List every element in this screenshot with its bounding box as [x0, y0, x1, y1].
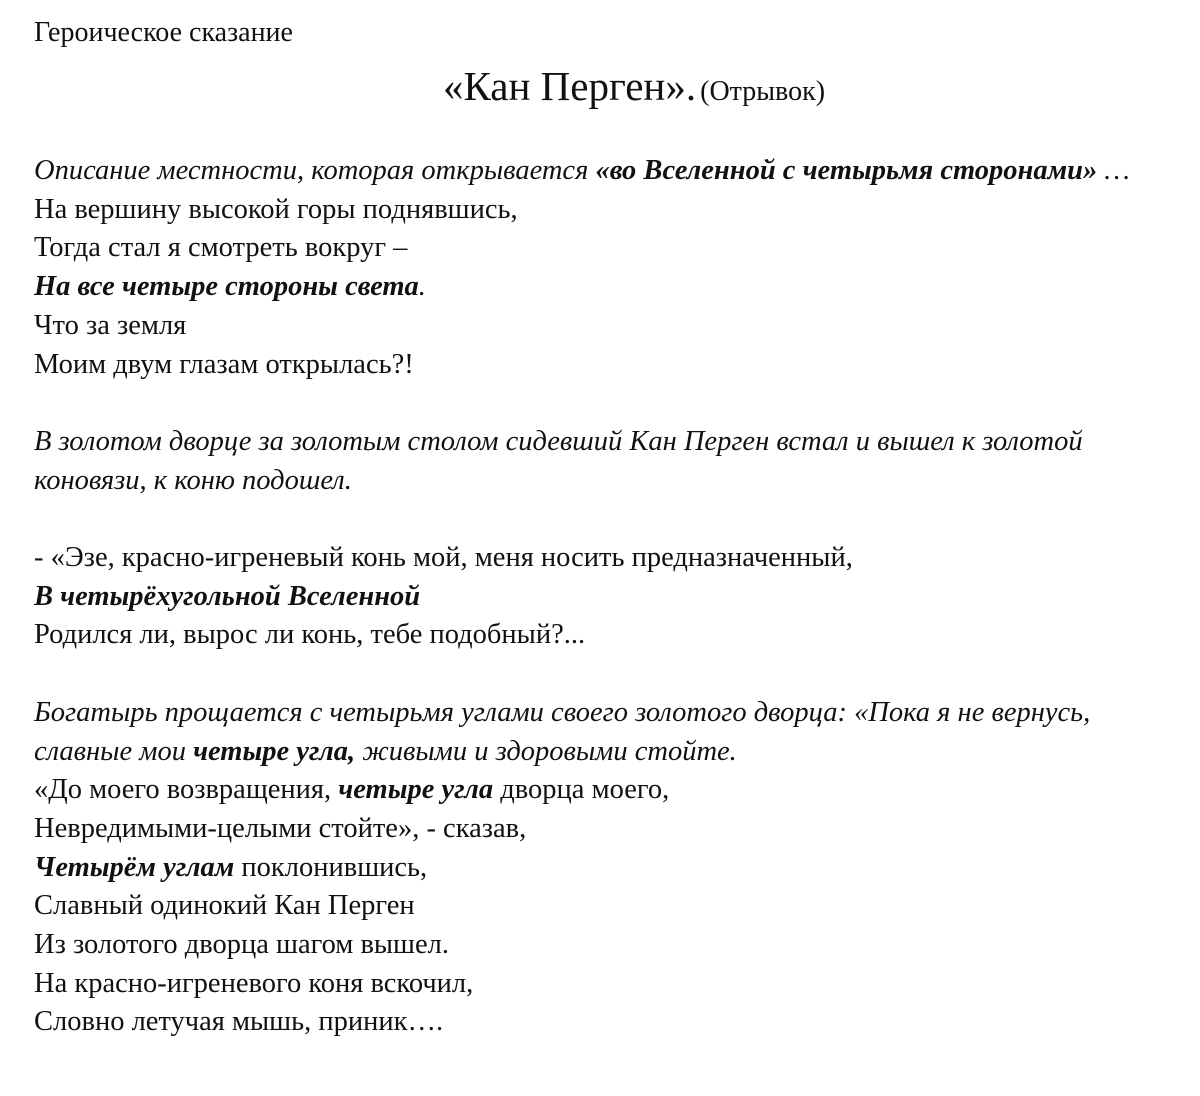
verse-line: - «Эзе, красно-игреневый конь мой, меня носить предназначенный,: [34, 542, 853, 573]
intro-text: Описание местности, которая открывается: [34, 155, 596, 186]
verse-line: Родился ли, вырос ли конь, тебе подобный?...: [34, 619, 586, 651]
verse-text: дворца моего,: [493, 774, 670, 806]
verse-line-emphasis: В четырёхугольной Вселенной: [34, 580, 421, 612]
genre-label: Героическое сказание: [34, 17, 293, 48]
emphasis-text: Четырём углам: [34, 851, 235, 883]
intro-bold-text: «во Вселенной с четырьмя сторонами»: [595, 155, 1098, 186]
farewell-paragraph: [34, 694, 1174, 771]
text-body: [34, 152, 1174, 1042]
verse-line: [34, 849, 1174, 888]
verse-line: Что за земля: [34, 309, 187, 341]
emphasis-tail: .: [418, 271, 426, 303]
farewell-text-a: Богатырь прощается с четырьмя углами своего золотого дворца: «Пока я не вернусь, славные мои: [34, 696, 1091, 767]
verse-line: Словно летучая мышь, приник….: [34, 1006, 444, 1038]
emphasis-text: На все четыре стороны света: [34, 271, 419, 303]
intro-paragraph: [34, 152, 1174, 191]
verse-line: Невредимыми-целыми стойте», - сказав,: [34, 812, 527, 844]
farewell-bold-text: четыре угла,: [193, 735, 356, 767]
farewell-text-b: живыми и здоровыми стойте.: [355, 735, 737, 767]
verse-line: Славный одинокий Кан Перген: [34, 890, 415, 922]
page-title: [34, 58, 1174, 124]
verse-text: поклонившись,: [234, 851, 428, 883]
verse-line: Тогда стал я смотреть вокруг –: [34, 232, 408, 264]
document: [34, 14, 1174, 1042]
verse-line: На красно-игреневого коня вскочил,: [34, 967, 474, 999]
verse-line: Моим двум глазам открылась?!: [34, 348, 414, 380]
emphasis-text: четыре угла: [338, 774, 494, 806]
title-subtitle: (Отрывок): [700, 76, 826, 107]
verse-line: На вершину высокой горы поднявшись,: [34, 193, 518, 225]
verse-line: [34, 771, 1174, 810]
verse-text: «До моего возвращения,: [34, 774, 339, 806]
intro-tail: …: [1097, 155, 1130, 186]
narrative-paragraph: В золотом дворце за золотым столом сидевший Кан Перген встал и вышел к золотой коновязи, к коню подошел.: [34, 425, 1083, 496]
verse-line-emphasis: [34, 268, 1174, 307]
verse-line: Из золотого дворца шагом вышел.: [34, 929, 449, 961]
title-main: «Кан Перген».: [442, 63, 697, 109]
